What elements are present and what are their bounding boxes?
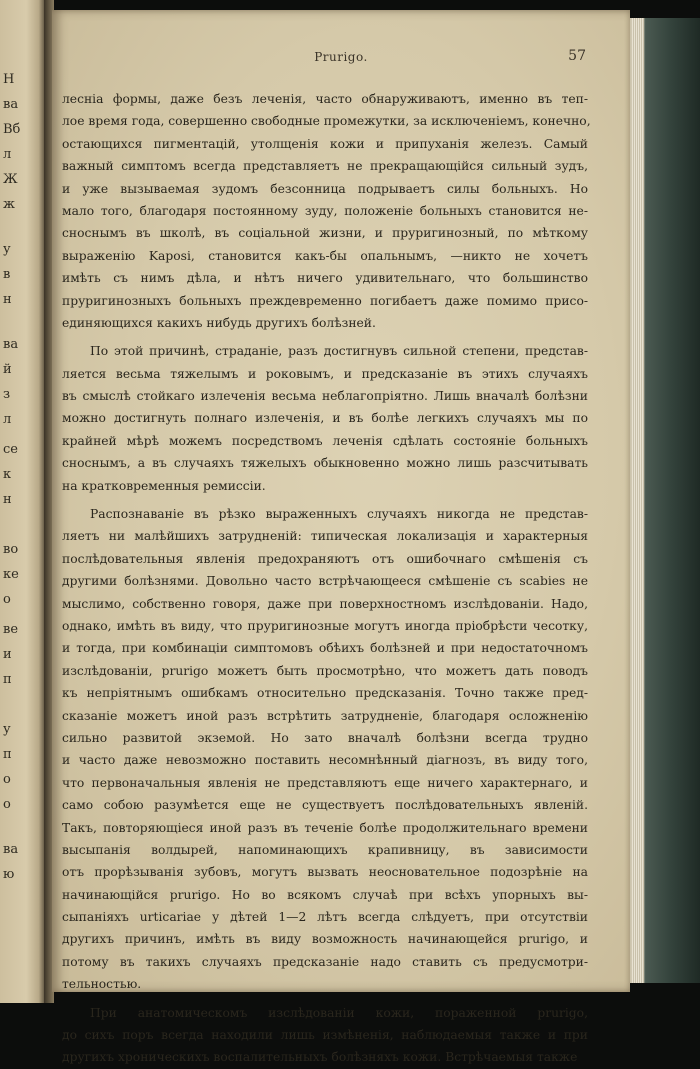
text-line: изслѣдованіи, prurigo можетъ быть просмотрѣно, что можетъ дать поводъ xyxy=(62,663,588,678)
page-number: 57 xyxy=(568,48,586,64)
text-line: По этой причинѣ, страданіе, разъ достигнувъ сильной степени, представ- xyxy=(90,344,588,359)
left-page-fragment: ю xyxy=(3,867,15,882)
paragraph xyxy=(62,1002,588,1069)
text-line: потому въ такихъ случаяхъ предсказаніе надо ставить съ предусмотри- xyxy=(62,954,588,969)
left-page-fragment: ва xyxy=(3,842,19,857)
text-line: сильно развитой экземой. Но зато вначалѣ болѣзни всегда трудно xyxy=(62,730,588,745)
running-head xyxy=(52,50,630,70)
text-line: мыслимо, собственно говоря, даже при поверхностномъ изслѣдованіи. Надо, xyxy=(62,596,588,611)
text-line: и часто даже невозможно поставить несомнѣнный діагнозъ, въ виду того, xyxy=(62,753,588,768)
text-line: ляется весьма тяжелымъ и роковымъ, и предсказаніе въ этихъ случаяхъ xyxy=(62,366,588,381)
text-line: само собою разумѣется еще не существуетъ послѣдовательныхъ явленій. xyxy=(62,798,588,813)
text-line: однако, имѣть въ виду, что пруригинозные могутъ иногда пріобрѣсти чесотку, xyxy=(62,618,588,633)
text-line: къ непріятнымъ ошибкамъ относительно предсказанія. Точно также пред- xyxy=(62,686,588,701)
text-line: въ смыслѣ стойкаго излеченія весьма неблагопріятно. Лишь вначалѣ болѣзни xyxy=(62,389,588,404)
page-block-edge xyxy=(632,18,644,983)
text-line: ляетъ ни малѣйшихъ затрудненій: типическая локализація и характерныя xyxy=(62,529,588,544)
left-page-fragment: у xyxy=(3,722,11,737)
left-page-fragment: п xyxy=(3,747,12,762)
left-page-fragment: в xyxy=(3,267,11,282)
text-line: другихъ хроническихъ воспалительныхъ болѣзняхъ кожи. Встрѣчаемыя также xyxy=(62,1050,578,1065)
text-line: имѣть съ нимъ дѣла, и нѣтъ ничего удивительнаго, что большинство xyxy=(62,271,588,286)
text-line: важный симптомъ всегда представляетъ не прекращающійся сильный зудъ, xyxy=(62,159,588,174)
paragraph xyxy=(62,88,591,334)
left-page-fragment: н xyxy=(3,492,12,507)
text-line: лое время года, совершенно свободные промежутки, за исключеніемъ, конечно, xyxy=(62,114,591,129)
paragraph xyxy=(62,503,588,996)
text-line: можно достигнуть полнаго излеченія, и въ болѣе легкихъ случаяхъ мы по xyxy=(62,411,588,426)
text-line: сноснымъ въ школѣ, въ соціальной жизни, и пруригинозный, по мѣткому xyxy=(62,226,588,241)
text-line: Распознаваніе въ рѣзко выраженныхъ случаяхъ никогда не представ- xyxy=(90,507,588,522)
left-page-fragment: з xyxy=(3,387,11,402)
left-page-fragment: Ж xyxy=(3,172,18,187)
left-page-fragment: л xyxy=(3,147,12,162)
text-line: мало того, благодаря постоянному зуду, положеніе больныхъ становится не- xyxy=(62,203,588,218)
left-page-fragment: Н xyxy=(3,72,15,87)
left-page-fragment: ва xyxy=(3,337,19,352)
left-page-fragment: к xyxy=(3,467,12,482)
text-line: и уже вызываемая зудомъ безсонница подрываетъ силы больныхъ. Но xyxy=(62,181,588,196)
text-line: до сихъ поръ всегда находили лишь измѣненія, наблюдаемыя также и при xyxy=(62,1028,588,1043)
left-page-fragment: л xyxy=(3,412,12,427)
text-line: на кратковременныя ремиссіи. xyxy=(62,478,266,493)
text-line: тельностью. xyxy=(62,977,142,992)
text-line: крайней мѣрѣ можемъ посредствомъ леченія сдѣлать состояніе больныхъ xyxy=(62,433,588,448)
text-line: начинающійся prurigo. Но во всякомъ случаѣ при всѣхъ упорныхъ вы- xyxy=(62,887,588,902)
text-line: высыпанія волдырей, напоминающихъ крапивницу, въ зависимости xyxy=(62,842,588,857)
paragraph xyxy=(62,340,588,497)
left-page-fragment: ве xyxy=(3,622,19,637)
text-line: сыпаніяхъ urticariae у дѣтей 1—2 лѣтъ всегда слѣдуетъ, при отсутствіи xyxy=(62,910,588,925)
book-page xyxy=(52,10,630,1065)
left-page-fragment: п xyxy=(3,672,12,687)
left-page-edge xyxy=(0,0,44,1003)
left-page-fragment: о xyxy=(3,592,11,607)
text-line: лесніа формы, даже безъ леченія, часто обнаруживаютъ, именно въ теп- xyxy=(62,92,588,106)
left-page-fragment: о xyxy=(3,797,11,812)
body-text xyxy=(62,88,591,1069)
left-page-fragment: ва xyxy=(3,97,19,112)
left-page-fragment: о xyxy=(3,772,11,787)
text-line: единяющихся какихъ нибудь другихъ болѣзней. xyxy=(62,315,376,330)
text-line: При анатомическомъ изслѣдованіи кожи, пораженной prurigo, xyxy=(90,1005,588,1020)
running-head-title: Prurigo. xyxy=(314,50,368,64)
text-line: остающихся пигментацій, утолщенія кожи и припуханія железъ. Самый xyxy=(62,136,588,151)
text-line: другими болѣзнями. Довольно часто встрѣчающееся смѣшеніе съ scabies не xyxy=(62,574,588,589)
text-line: сказаніе можетъ иной разъ встрѣтить затрудненіе, благодаря осложненію xyxy=(62,708,588,723)
left-page-fragment: ке xyxy=(3,567,19,582)
left-page-fragment: и xyxy=(3,647,12,662)
text-line: послѣдовательныя явленія предохраняютъ отъ ошибочнаго смѣшенія съ xyxy=(62,551,588,566)
text-line: пруригинозныхъ больныхъ преждевременно погибаетъ даже помимо присо- xyxy=(62,293,588,308)
left-page-fragment: во xyxy=(3,542,19,557)
text-line: выраженію Kaposi, становится какъ-бы опальнымъ, —никто не хочетъ xyxy=(62,248,588,263)
text-line: Такъ, повторяющіеся иной разъ въ теченіе болѣе продолжительнаго времени xyxy=(62,820,588,835)
text-line: другихъ причинъ, имѣть въ виду возможность начинающейся prurigo, и xyxy=(62,932,588,947)
text-line: сноснымъ, а въ случаяхъ тяжелыхъ обыкновенно можно лишь разсчитывать xyxy=(62,456,588,471)
left-page-fragment: се xyxy=(3,442,18,457)
left-page-fragment: ж xyxy=(3,197,15,212)
text-line: что первоначальныя явленія не представляютъ еще ничего характернаго, и xyxy=(62,775,588,790)
text-line: отъ прорѣзыванія зубовъ, могутъ вызвать неосновательное подозрѣніе на xyxy=(62,865,588,880)
left-page-fragment: Вб xyxy=(3,122,21,137)
text-line: и тогда, при комбинаціи симптомовъ обѣихъ болѣзней и при недостаточномъ xyxy=(62,641,588,656)
left-page-fragment: й xyxy=(3,362,12,377)
left-page-fragment: н xyxy=(3,292,12,307)
left-page-fragment: у xyxy=(3,242,11,257)
book-cover-spine xyxy=(630,18,700,983)
